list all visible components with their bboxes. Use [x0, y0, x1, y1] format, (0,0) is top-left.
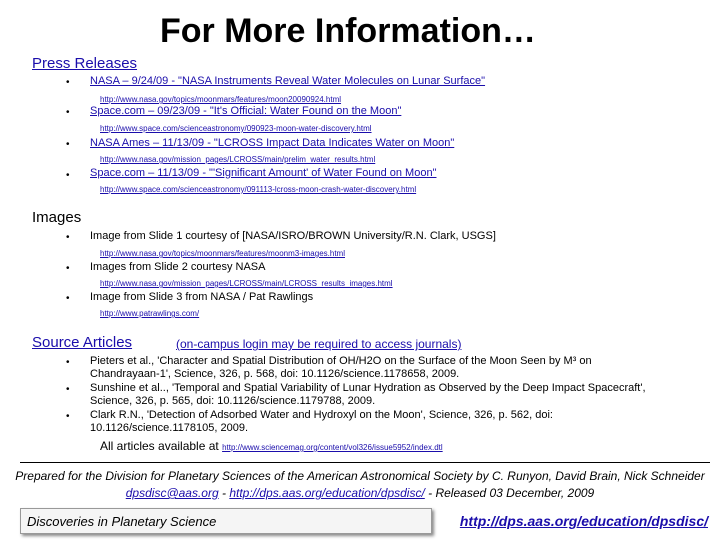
press-item-4-text[interactable]: Space.com – 11/13/09 - "'Significant Amount' of Water Found on Moon" [90, 167, 437, 179]
press-item-1-text[interactable]: NASA – 9/24/09 - "NASA Instruments Reveal Water Molecules on Lunar Surface" [90, 75, 486, 87]
journal-access-note[interactable]: (on-campus login may be required to access journals) [176, 337, 462, 351]
image-item-2-text: Images from Slide 2 courtesy NASA [90, 261, 266, 273]
bullet: • [66, 139, 70, 150]
footer-brand-box [20, 508, 432, 534]
bullet: • [66, 77, 70, 88]
press-item-4[interactable] [90, 167, 436, 179]
image-item-2-url[interactable]: http://www.nasa.gov/mission_pages/LCROSS/main/LCROSS_results_images.html [100, 279, 393, 288]
contact-site[interactable]: http://dps.aas.org/education/dpsdisc/ [229, 486, 425, 500]
image-item-3-text: Image from Slide 3 from NASA / Pat Rawlings [90, 291, 314, 303]
contact-separator: - [218, 486, 230, 500]
bullet: • [66, 411, 70, 422]
source-item-3: Clark R.N., 'Detection of Adsorbed Water and Hydroxyl on the Moon', Science, 326, p. 562, doi: 10.1126/science.1178105, 2009. [90, 409, 553, 434]
source-item-2: Sunshine et al.., 'Temporal and Spatial Variability of Lunar Hydration as Observed by the Deep Impact Spacecraft', Science, 326, p. 565, doi: 10.1126/science.1179788, 2009. [90, 382, 646, 407]
bullet: • [66, 384, 70, 395]
images-heading: Images [32, 209, 82, 226]
prepared-by: Prepared for the Division for Planetary Sciences of the American Astronomical Society by C. Runyon, David Brain, Nick Schneider [15, 469, 705, 483]
press-item-3[interactable] [90, 137, 454, 149]
footer-brand: Discoveries in Planetary Science [27, 514, 217, 529]
contact-line [0, 486, 720, 500]
contact-email[interactable]: dpsdisc@aas.org [125, 486, 219, 500]
press-item-2-text[interactable]: Space.com – 09/23/09 - "It's Official: Water Found on the Moon" [90, 105, 402, 117]
press-item-3-text[interactable]: NASA Ames – 11/13/09 - "LCROSS Impact Data Indicates Water on Moon" [90, 137, 455, 149]
press-item-3-url[interactable]: http://www.nasa.gov/mission_pages/LCROSS/main/prelim_water_results.html [100, 155, 376, 164]
bullet: • [66, 170, 70, 181]
page-title: For More Information… [160, 12, 536, 50]
release-date: - Released 03 December, 2009 [424, 486, 595, 500]
all-articles-line [100, 439, 443, 453]
bullet: • [66, 107, 70, 118]
image-item-1-text: Image from Slide 1 courtesy of [NASA/ISRO/BROWN University/R.N. Clark, USGS] [90, 230, 496, 242]
bullet: • [66, 263, 70, 274]
bullet: • [66, 357, 70, 368]
bullet: • [66, 293, 70, 304]
all-articles-url[interactable]: http://www.sciencemag.org/content/vol326/issue5952/index.dtl [222, 443, 443, 452]
image-item-1-url[interactable]: http://www.nasa.gov/topics/moonmars/features/moonm3-images.html [100, 249, 345, 258]
footer-divider [20, 462, 710, 463]
source-item-1: Pieters et al., 'Character and Spatial Distribution of OH/H2O on the Surface of the Moon Seen by M³ on Chandrayaan-1', Science, 326, p. 568, doi: 10.1126/science.1178658, 2009. [90, 355, 592, 380]
image-item-3-url[interactable]: http://www.patrawlings.com/ [100, 309, 200, 318]
source-articles-heading[interactable]: Source Articles [32, 334, 133, 351]
press-item-2[interactable] [90, 105, 401, 117]
press-releases-heading[interactable]: Press Releases [32, 55, 138, 72]
press-item-1[interactable] [90, 75, 485, 87]
all-articles-label: All articles available at [100, 439, 219, 453]
press-item-2-url[interactable]: http://www.space.com/scienceastronomy/090923-moon-water-discovery.html [100, 124, 372, 133]
bullet: • [66, 232, 70, 243]
footer-brand-url[interactable]: http://dps.aas.org/education/dpsdisc/ [459, 513, 708, 529]
press-item-4-url[interactable]: http://www.space.com/scienceastronomy/091113-lcross-moon-crash-water-discovery.html [100, 185, 417, 194]
press-item-1-url[interactable]: http://www.nasa.gov/topics/moonmars/features/moon20090924.html [100, 95, 342, 104]
